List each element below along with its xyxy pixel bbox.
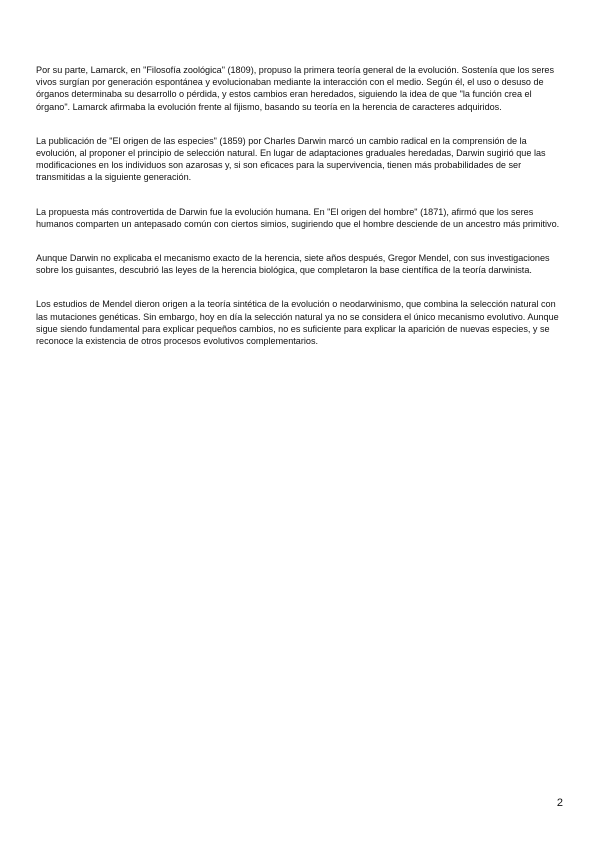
paragraph-mendel: Aunque Darwin no explicaba el mecanismo exacto de la herencia, siete años después, Gregor Mendel, con sus investigaciones sobre los guisantes, descubrió las leyes de la herencia biológica, que completaron la base científica de la teoría darwinista. xyxy=(36,253,550,276)
page-content xyxy=(36,64,562,369)
paragraph-lamarck: Por su parte, Lamarck, en "Filosofía zoológica" (1809), propuso la primera teoría general de la evolución. Sostenía que los seres vivos surgían por generación espontánea y evolucionaban mediante la interacción con el medio. Según él, el uso o desuso de órganos determinaba su desarrollo o pérdida, y estos cambios eran heredados, siguiendo la idea de que "la función crea el órgano". Lamarck afirmaba la evolución frente al fijismo, basando su teoría en la herencia de caracteres adquiridos. xyxy=(36,65,555,112)
paragraph-darwin-origin-species: La publicación de "El origen de las especies" (1859) por Charles Darwin marcó un cambio radical en la comprensión de la evolución, al proponer el principio de selección natural. En lugar de adaptaciones graduales heredadas, Darwin sugirió que las modificaciones en los individuos son azarosas y, si son eficaces para la supervivencia, tienen más probabilidades de ser transmitidas a la siguiente generación. xyxy=(36,135,546,183)
page-number: 2 xyxy=(556,797,563,809)
paragraph-neodarwinism: Los estudios de Mendel dieron origen a la teoría sintética de la evolución o neodarwinismo, que combina la selección natural con las mutaciones genéticas. Sin embargo, hoy en día la selección natural ya no se considera el único mecanismo evolutivo. Aunque sigue siendo fundamental para explicar pequeños cambios, no es suficiente para explicar la aparición de nuevas especies, y se reconoce la existencia de otros procesos evolutivos complementarios. xyxy=(36,299,559,347)
paragraph-human-evolution: La propuesta más controvertida de Darwin fue la evolución humana. En "El origen del hombre" (1871), afirmó que los seres humanos comparten un antepasado común con ciertos simios, sugiriendo que el hombre desciende de un ancestro más primitivo. xyxy=(36,206,560,229)
